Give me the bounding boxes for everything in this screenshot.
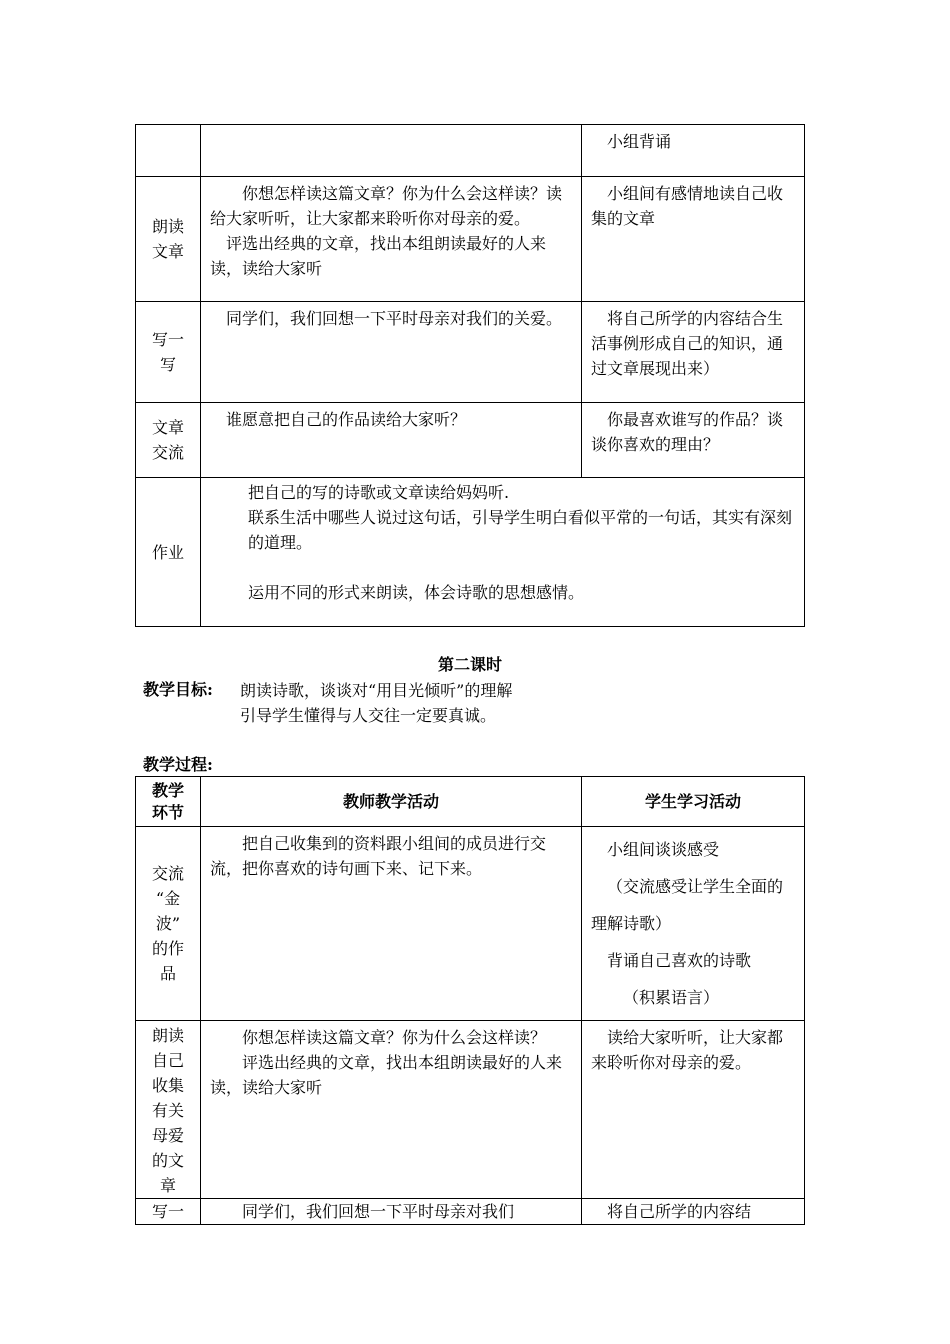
teacher-text: 同学们，我们回想一下平时母亲对我们的关爱。 [226,309,563,328]
section-label: 写一 [151,330,184,349]
section-cell [136,827,201,1021]
lesson1-table [135,124,805,627]
section-label: 品 [159,964,176,983]
student-cell [582,1021,805,1199]
section-label: 写 [159,355,176,374]
teacher-cell [201,1021,582,1199]
section-label: 交流 [151,864,184,883]
teacher-text: 评选出经典的文章，找出本组朗读最好的人来读，读给大家听 [210,234,547,278]
teacher-cell [201,177,582,302]
teacher-cell [201,302,582,403]
student-cell [582,403,805,478]
homework-item: 运用不同的形式来朗读，体会诗歌的思想感情。 [248,583,585,602]
section-cell [136,177,201,302]
goal-text: 引导学生懂得与人交往一定要真诚。 [240,706,497,725]
header-teacher: 教师教学活动 [201,777,582,827]
section-cell [136,478,201,627]
student-text: （交流感受让学生全面的理解诗歌） [591,877,784,933]
section-label: 有关 [151,1101,184,1120]
table-row [136,403,805,478]
table-header-row [136,777,805,827]
section-label: 章 [159,1176,176,1195]
teacher-cell [201,827,582,1021]
section-cell [136,403,201,478]
lesson-title: 第二课时 [438,655,503,674]
section-label: “金 [155,889,181,908]
header-label: 环节 [151,802,184,822]
section-label: 自己 [151,1051,184,1070]
student-text: （积累语言） [623,988,720,1007]
section-cell [136,302,201,403]
student-text: 将自己所学的内容结 [607,1202,752,1221]
section-label: 写一 [151,1202,184,1221]
student-text: 小组间有感情地读自己收集的文章 [591,184,784,228]
student-cell [582,302,805,403]
section-label: 母爱 [151,1126,184,1145]
table-row [136,827,805,1021]
teacher-text: 同学们，我们回想一下平时母亲对我们 [242,1202,515,1221]
table-row [136,177,805,302]
table-row [136,302,805,403]
table-row [136,478,805,627]
section-cell [136,1021,201,1199]
section-label: 的作 [151,939,184,958]
goal-text: 朗读诗歌，谈谈对“用目光倾听”的理解 [240,681,513,700]
teacher-cell [201,125,582,177]
teacher-text: 把自己收集到的资料跟小组间的成员进行交流，把你喜欢的诗句画下来、记下来。 [210,834,547,878]
table-row [136,125,805,177]
section-label: 文章 [151,418,184,437]
student-text: 小组背诵 [607,132,672,151]
section-label: 朗读 [151,217,184,236]
student-cell [582,1199,805,1225]
homework-item: 联系生活中哪些人说过这句话，引导学生明白看似平常的一句话，其实有深刻的道理。 [248,508,793,552]
student-text: 背诵自己喜欢的诗歌 [607,951,752,970]
goal-label: 教学目标: [143,680,213,699]
homework-item: 把自己的写的诗歌或文章读给妈妈听. [248,483,510,502]
student-text: 读给大家听听，让大家都来聆听你对母亲的爱。 [591,1028,784,1072]
teacher-text: 你想怎样读这篇文章？你为什么会这样读？ [242,1028,547,1047]
teacher-text: 谁愿意把自己的作品读给大家听？ [226,410,467,429]
student-text: 小组间谈谈感受 [607,840,720,859]
student-text: 将自己所学的内容结合生活事例形成自己的知识，通过文章展现出来） [591,309,784,378]
teacher-text: 你想怎样读这篇文章？你为什么会这样读？读给大家听听，让大家都来聆听你对母亲的爱。 [210,184,563,228]
header-student: 学生学习活动 [582,777,805,827]
table-row [136,1021,805,1199]
section-label: 收集 [151,1076,184,1095]
teacher-cell [201,403,582,478]
section-label: 文章 [151,242,184,261]
header-label: 教学 [151,780,184,800]
section-label: 交流 [151,443,184,462]
student-text: 你最喜欢谁写的作品？谈谈你喜欢的理由？ [591,410,784,454]
student-cell [582,177,805,302]
section-cell [136,1199,201,1225]
section-cell [136,125,201,177]
header-section [136,777,201,827]
teacher-text: 评选出经典的文章，找出本组朗读最好的人来读，读给大家听 [210,1053,563,1097]
process-label: 教学过程: [143,755,213,774]
homework-cell [201,478,805,627]
section-label: 的文 [151,1151,184,1170]
student-cell [582,827,805,1021]
teacher-cell [201,1199,582,1225]
table-row [136,1199,805,1225]
section-label: 作业 [151,542,184,562]
section-label: 波” [155,914,181,933]
section-label: 朗读 [151,1026,184,1045]
lesson2-table [135,776,805,1225]
student-cell [582,125,805,177]
